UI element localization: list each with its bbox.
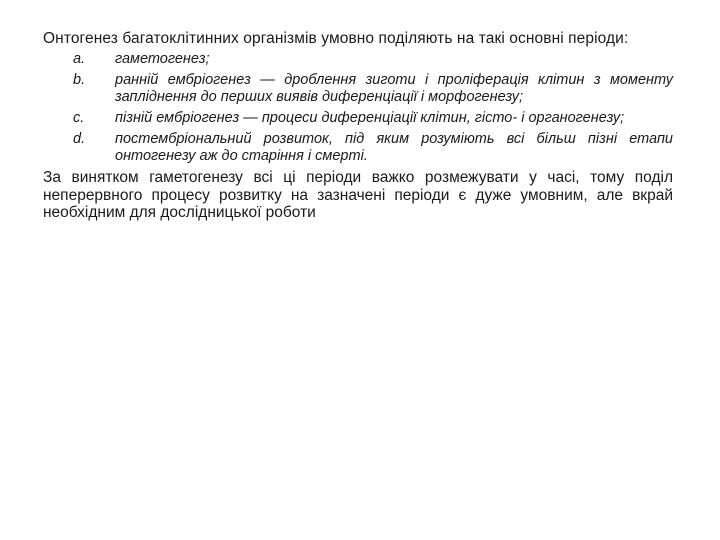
period-item-b	[43, 72, 673, 106]
period-item-d	[43, 131, 673, 165]
period-marker: a.	[73, 51, 86, 67]
period-item-c	[43, 110, 673, 127]
period-text: пізній ембріогенез — процеси диференціації клітин, гісто- і органогенезу;	[115, 110, 625, 126]
periods-list	[43, 51, 673, 165]
period-marker: d.	[73, 131, 86, 147]
slide-content	[43, 30, 673, 222]
period-marker: b.	[73, 72, 86, 88]
period-text: постембріональний розвиток, під яким розуміють всі більш пізні етапи онтогенезу аж до старіння і смерті.	[115, 131, 673, 164]
conclusion-paragraph: За винятком гаметогенезу всі ці періоди важко розмежувати у часі, тому поділ неперервного процесу розвитку на зазначені періоди є дуже умовним, але вкрай необхідним для дослідницької роботи	[43, 169, 673, 221]
period-item-a	[43, 51, 673, 68]
period-text: ранній ембріогенез — дроблення зиготи і проліферація клітин з моменту запліднення до перших виявів диференціації і морфогенезу;	[115, 72, 673, 105]
period-text: гаметогенез;	[115, 51, 210, 67]
period-marker: c.	[73, 110, 85, 126]
intro-paragraph: Онтогенез багатоклітинних організмів умовно поділяють на такі основні періоди:	[43, 30, 629, 47]
